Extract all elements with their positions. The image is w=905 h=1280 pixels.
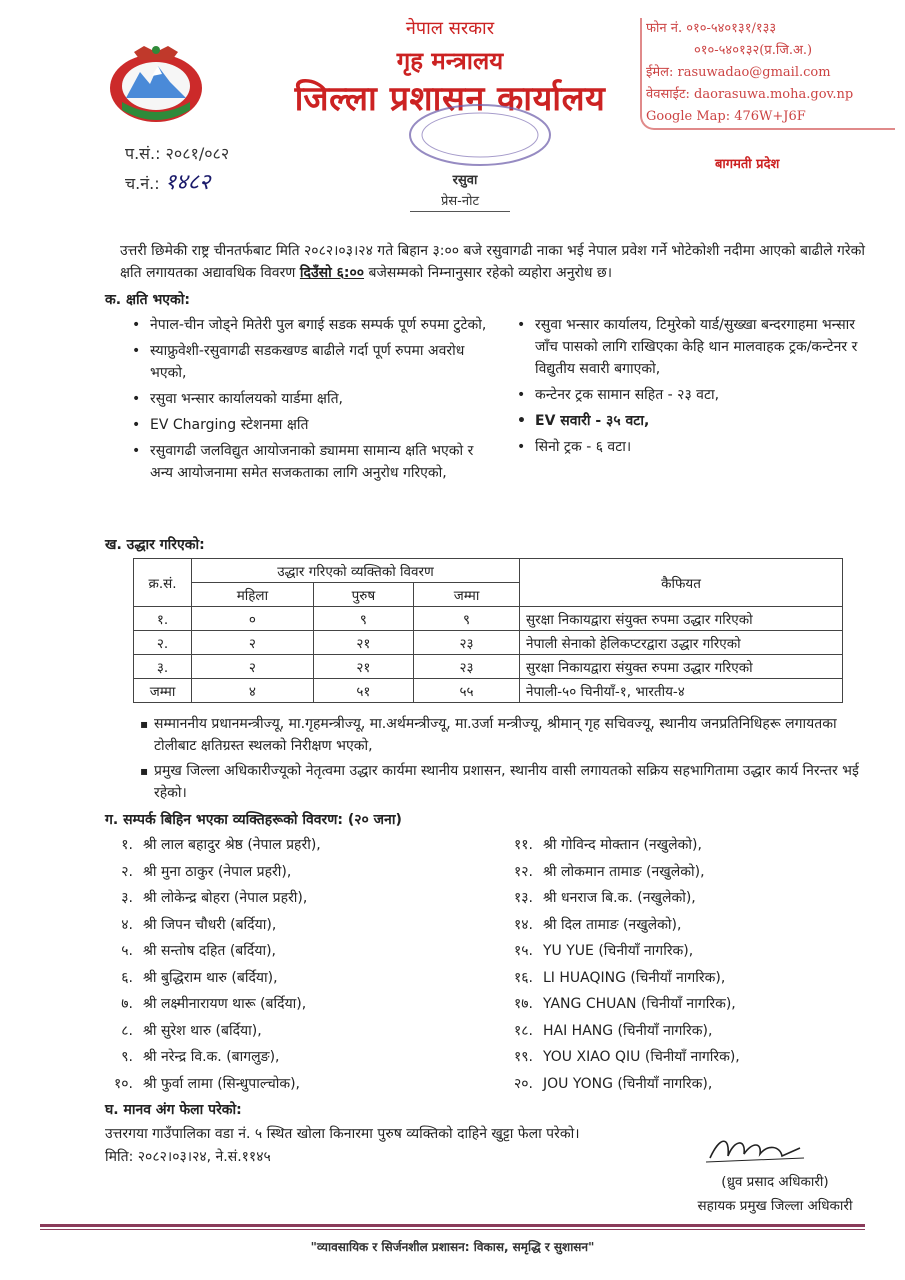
cell-remarks: सुरक्षा निकायद्वारा संयुक्त रुपमा उद्धार गरिएको xyxy=(520,607,843,631)
table-row xyxy=(134,607,843,631)
list-item: ८. श्री सुरेश थारु (बर्दिया), xyxy=(121,1022,262,1039)
contact-website[interactable]: वेवसाईट: daorasuwa.moha.gov.np xyxy=(646,87,854,102)
dispatch-label: च.नं.: xyxy=(125,174,160,193)
cell-female: ० xyxy=(192,607,314,631)
section-ga-title: ग. सम्पर्क बिहिन भएका व्यक्तिहरूको विवरण: (२० जना) xyxy=(105,812,402,828)
section-gha-title: घ. मानव अंग फेला परेको: xyxy=(105,1102,242,1118)
list-item: २. श्री मुना ठाकुर (नेपाल प्रहरी), xyxy=(121,863,292,880)
list-item: • कन्टेनर ट्रक सामान सहित - २३ वटा, xyxy=(505,384,870,406)
section-ka-title: क. क्षति भएको: xyxy=(105,292,191,308)
date-line: मिति: २०८२।०३।२४, ने.सं.११४५ xyxy=(105,1149,271,1165)
list-item: • EV Charging स्टेशनमा क्षति xyxy=(120,414,490,436)
cell-sn: १. xyxy=(134,607,192,631)
note-item: ▪ प्रमुख जिल्ला अधिकारीज्यूको नेतृत्वमा उद्धार कार्यमा स्थानीय प्रशासन, स्थानीय वासी लगायतको सक्रिय सहभागितामा उद्धार कार्य निरन्तर भई रहेको। xyxy=(140,760,860,804)
list-item: ७. श्री लक्ष्मीनारायण थारू (बर्दिया), xyxy=(121,996,307,1012)
th-group: उद्धार गरिएको व्यक्तिको विवरण xyxy=(192,559,520,583)
intro-text-a: उत्तरी छिमेकी राष्ट्र चीनतर्फबाट मिति २०८२।०३।२४ गते बिहान ३:०० बजे रसुवागढी नाका भई नेपाल प्रवेश गर्ने भोटेकोशी नदीमा आएको बाढीले गरेको क्षति लगायतका अद्यावधिक विवरण xyxy=(120,243,866,281)
list-item: १८. HAI HANG (चिनीयाँ नागरिक), xyxy=(513,1022,713,1039)
damage-list-left xyxy=(120,314,490,488)
cell-male: ५१ xyxy=(313,679,413,703)
cell-sn: २. xyxy=(134,631,192,655)
signatory xyxy=(690,1170,860,1218)
contact-phone-cdo: ०१०-५४०१३२(प्र.जि.अ.) xyxy=(694,43,813,58)
intro-text-b: बजेसम्मको निम्नानुसार रहेको व्यहोरा अनुरोध छ। xyxy=(364,265,613,281)
damage-list-right xyxy=(505,314,870,462)
table-row xyxy=(134,631,843,655)
th-remarks: कैफियत xyxy=(520,559,843,607)
list-item: ४. श्री जिपन चौधरी (बर्दिया), xyxy=(121,916,277,933)
list-item: ११. श्री गोविन्द मोक्तान (नखुलेको), xyxy=(513,837,702,853)
office-stamp-icon xyxy=(405,100,555,170)
contact-email[interactable]: ईमेल: rasuwadao@gmail.com xyxy=(646,65,831,80)
th-sn: क्र.सं. xyxy=(134,559,192,607)
province-label: बागमती प्रदेश xyxy=(715,157,780,172)
list-item: • रसुवा भन्सार कार्यालय, टिमुरेको यार्ड/सुख्खा बन्दरगाहमा भन्सार जाँच पासको लागि राखिएका केहि थान मालवाहक ट्रक/कन्टेनर र विद्युतीय सवारी बगाएको, xyxy=(505,314,870,380)
cell-male: २१ xyxy=(313,655,413,679)
cell-remarks: नेपाली-५० चिनीयाँ-१, भारतीय-४ xyxy=(520,679,843,703)
header-government: नेपाल सरकार xyxy=(405,18,495,39)
body-part-text: उत्तरगया गाउँपालिका वडा नं. ५ स्थित खोला किनारमा पुरुष व्यक्तिको दाहिने खुट्टा फेला परेको। xyxy=(105,1126,580,1142)
header-office: जिल्ला प्रशासन कार्यालय xyxy=(294,79,606,119)
cell-total: ९ xyxy=(414,607,520,631)
list-item: ५. श्री सन्तोष दहित (बर्दिया), xyxy=(121,943,277,959)
signatory-name: (ध्रुव प्रसाद अधिकारी) xyxy=(721,1174,829,1190)
cell-female: ४ xyxy=(192,679,314,703)
th-female: महिला xyxy=(192,583,314,607)
list-item: • स्याफ्रुवेशी-रसुवागढी सडकखण्ड बाढीले गर्दा पूर्ण रुपमा अवरोध भएको, xyxy=(120,340,490,384)
list-item: १३. श्री धनराज बि.क. (नखुलेको), xyxy=(513,890,696,906)
footer-divider-thin xyxy=(40,1229,865,1230)
cell-remarks: नेपाली सेनाको हेलिकप्टरद्वारा उद्धार गरिएको xyxy=(520,631,843,655)
list-item: १६. LI HUAQING (चिनीयाँ नागरिक), xyxy=(513,969,726,986)
cell-sn: जम्मा xyxy=(134,679,192,703)
list-item: • रसुवागढी जलविद्युत आयोजनाको ड्याममा सामान्य क्षति भएको र अन्य आयोजनामा समेत सजकताका लागि अनुरोध गरिएको, xyxy=(120,440,490,484)
list-item: २०. JOU YONG (चिनीयाँ नागरिक), xyxy=(513,1075,713,1092)
list-item: ६. श्री बुद्धिराम थारु (बर्दिया), xyxy=(121,969,278,986)
signatory-title: सहायक प्रमुख जिल्ला अधिकारी xyxy=(697,1198,853,1214)
list-item: १०. श्री फुर्वा लामा (सिन्धुपाल्चोक), xyxy=(113,1075,301,1092)
list-item: • सिनो ट्रक - ६ वटा। xyxy=(505,436,870,458)
note-item: ▪ सम्माननीय प्रधानमन्त्रीज्यू, मा.गृहमन्त्रीज्यू, मा.अर्थमन्त्रीज्यू, मा.उर्जा मन्त्रीज्यू, श्रीमान् गृह सचिवज्यू, स्थानीय जनप्रतिनिधिहरू लगायतका टोलीबाट क्षतिग्रस्त स्थलको निरीक्षण भएको, xyxy=(140,713,860,757)
cell-sn: ३. xyxy=(134,655,192,679)
cell-remarks: सुरक्षा निकायद्वारा संयुक्त रुपमा उद्धार गरिएको xyxy=(520,655,843,679)
list-item: १४. श्री दिल तामाङ (नखुलेको), xyxy=(513,916,682,933)
missing-list-left xyxy=(95,832,485,1097)
cell-total: २३ xyxy=(414,655,520,679)
dispatch-number xyxy=(125,166,210,196)
signature-icon xyxy=(700,1128,810,1170)
list-item: ९. श्री नरेन्द्र वि.क. (बागलुङ), xyxy=(121,1049,280,1065)
list-item: १९. YOU XIAO QIU (चिनीयाँ नागरिक), xyxy=(513,1049,740,1065)
nepal-emblem-icon xyxy=(100,38,212,130)
list-item: १५. YU YUE (चिनीयाँ नागरिक), xyxy=(513,943,694,959)
list-item: • EV सवारी - ३५ वटा, xyxy=(505,410,870,432)
rescue-notes xyxy=(140,713,860,807)
cell-male: ९ xyxy=(313,607,413,631)
contact-box xyxy=(640,18,895,130)
missing-list-right xyxy=(495,832,875,1097)
section-kha-title: ख. उद्धार गरिएको: xyxy=(105,537,205,553)
dispatch-value: १४८२ xyxy=(164,170,211,195)
cell-female: २ xyxy=(192,655,314,679)
rescue-table xyxy=(133,558,843,703)
table-total-row xyxy=(134,679,843,703)
stamp-district: रसुवा xyxy=(452,173,478,188)
th-male: पुरुष xyxy=(313,583,413,607)
cell-female: २ xyxy=(192,631,314,655)
letter-number: प.सं.: २०८१/०८२ xyxy=(125,144,230,163)
intro-time: दिउँसो ६:०० xyxy=(299,265,365,281)
list-item: • नेपाल-चीन जोड्ने मितेरी पुल बगाई सडक सम्पर्क पूर्ण रुपमा टुटेको, xyxy=(120,314,490,336)
list-item: १७. YANG CHUAN (चिनीयाँ नागरिक), xyxy=(513,996,736,1012)
th-total: जम्मा xyxy=(414,583,520,607)
list-item: १. श्री लाल बहादुर श्रेष्ठ (नेपाल प्रहरी), xyxy=(121,837,321,853)
press-note-title: प्रेस-नोट xyxy=(410,191,510,212)
cell-male: २१ xyxy=(313,631,413,655)
header-ministry: गृह मन्त्रालय xyxy=(396,47,504,75)
contact-map: Google Map: 476W+J6F xyxy=(646,109,806,124)
footer-motto: "व्यावसायिक र सिर्जनशील प्रशासन: विकास, समृद्धि र सुशासन" xyxy=(310,1240,595,1254)
list-item: ३. श्री लोकेन्द्र बोहरा (नेपाल प्रहरी), xyxy=(121,890,308,906)
list-item: १२. श्री लोकमान तामाङ (नखुलेको), xyxy=(513,863,705,880)
table-row xyxy=(134,655,843,679)
intro-paragraph xyxy=(120,240,865,284)
cell-total: ५५ xyxy=(414,679,520,703)
footer-divider xyxy=(40,1224,865,1227)
list-item: • रसुवा भन्सार कार्यालयको यार्डमा क्षति, xyxy=(120,388,490,410)
contact-phone: फोन नं. ०१०-५४०१३१/१३३ xyxy=(646,21,777,36)
cell-total: २३ xyxy=(414,631,520,655)
